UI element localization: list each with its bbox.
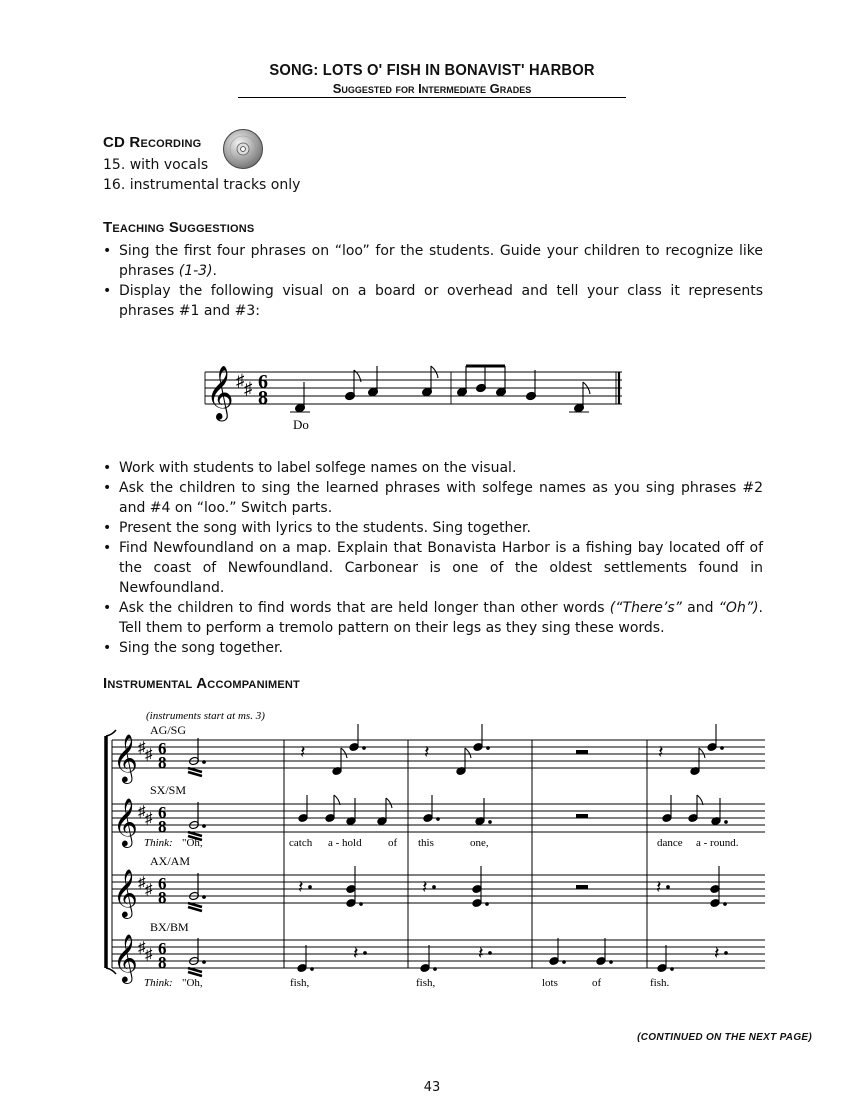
accompaniment-heading: Instrumental Accompaniment <box>103 675 300 692</box>
instruments-note: (instruments start at ms. 3) <box>146 710 265 722</box>
svg-text:♯: ♯ <box>145 747 153 763</box>
svg-text:𝄞: 𝄞 <box>113 936 138 982</box>
svg-text:a - hold: a - hold <box>328 837 362 849</box>
bullet-present-song: • Present the song with lyrics to the students. Sing together. <box>103 518 763 538</box>
svg-text:𝄽: 𝄽 <box>714 943 720 963</box>
bullet-held-words: • Ask the children to find words that are held longer than other words (“There’s” and “Oh”). Tell them to perform a tremolo pattern on their legs as they sing these words. <box>103 598 763 638</box>
svg-text:Think:: Think: <box>144 977 173 989</box>
svg-text:𝄽: 𝄽 <box>424 742 430 762</box>
svg-text:a - round.: a - round. <box>696 837 739 849</box>
svg-text:of: of <box>388 837 398 849</box>
time-sig-top: 6 <box>258 371 268 393</box>
bullet-solfege: • Work with students to label solfege names on the visual. <box>103 458 763 478</box>
svg-text:♯: ♯ <box>138 804 146 820</box>
melody-visual <box>195 352 635 437</box>
svg-text:lots: lots <box>542 977 558 989</box>
do-label: Do <box>293 417 309 432</box>
svg-text:Think:: Think: <box>144 837 173 849</box>
svg-text:8: 8 <box>158 953 167 972</box>
staff-label-sx: SX/SM <box>150 783 187 797</box>
sharp-icon: ♯ <box>236 371 245 390</box>
bullet-sing-together: • Sing the song together. <box>103 638 763 658</box>
cd-disc-icon <box>222 128 264 170</box>
svg-text:6: 6 <box>158 803 167 822</box>
svg-text:dance: dance <box>657 837 683 849</box>
svg-text:♯: ♯ <box>145 811 153 827</box>
teaching-heading: Teaching Suggestions <box>103 219 255 236</box>
svg-text:fish,: fish, <box>290 977 310 989</box>
svg-text:𝄽: 𝄽 <box>658 742 664 762</box>
lyrics-sx <box>144 837 739 849</box>
lyrics-bx <box>144 977 670 989</box>
teaching-bullets-top <box>103 241 763 321</box>
song-subtitle: Suggested for Intermediate Grades <box>238 81 626 98</box>
svg-text:6: 6 <box>158 874 167 893</box>
page-number: 43 <box>423 1080 441 1095</box>
svg-text:8: 8 <box>158 817 167 836</box>
svg-text:♯: ♯ <box>145 882 153 898</box>
title-block <box>238 62 626 98</box>
svg-text:one,: one, <box>470 837 489 849</box>
accompaniment-score <box>90 700 780 1000</box>
svg-text:♯: ♯ <box>145 947 153 963</box>
cd-recording-heading: CD Recording <box>103 134 202 151</box>
svg-text:𝄽: 𝄽 <box>656 877 662 897</box>
track-15: 15. with vocals <box>103 157 209 173</box>
song-title: SONG: LOTS O' FISH IN BONAVIST' HARBOR <box>269 62 595 79</box>
svg-text:catch: catch <box>289 837 313 849</box>
svg-text:♯: ♯ <box>138 875 146 891</box>
svg-text:𝄽: 𝄽 <box>300 742 306 762</box>
svg-text:6: 6 <box>158 739 167 758</box>
svg-text:𝄞: 𝄞 <box>113 736 138 782</box>
bullet-switch-parts: • Ask the children to sing the learned phrases with solfege names as you sing phrases #2 and #4 on “loo.” Switch parts. <box>103 478 763 518</box>
svg-text:8: 8 <box>158 888 167 907</box>
svg-text:♯: ♯ <box>244 379 253 398</box>
svg-text:𝄞: 𝄞 <box>113 871 138 917</box>
bullet-sing-phrases: • Sing the first four phrases on “loo” for the students. Guide your children to recognize like phrases (1-3). <box>103 241 763 281</box>
bx-notes <box>297 938 727 972</box>
svg-text:of: of <box>592 977 602 989</box>
melody-notes <box>290 366 590 413</box>
svg-text:𝄽: 𝄽 <box>353 943 359 963</box>
track-16: 16. instrumental tracks only <box>103 177 301 193</box>
svg-text:this: this <box>418 837 434 849</box>
svg-text:6: 6 <box>158 939 167 958</box>
svg-text:𝄽: 𝄽 <box>478 943 484 963</box>
continued-note: (CONTINUED ON THE NEXT PAGE) <box>637 1032 812 1043</box>
svg-text:𝄽: 𝄽 <box>298 877 304 897</box>
ax-notes <box>298 866 726 907</box>
clefs <box>113 734 138 984</box>
svg-text:"Oh,: "Oh, <box>182 837 203 849</box>
staff-label-bx: BX/BM <box>150 920 189 934</box>
teaching-bullets-bottom <box>103 458 763 658</box>
svg-text:fish.: fish. <box>650 977 670 989</box>
sx-notes <box>298 795 727 825</box>
bullet-newfoundland: • Find Newfoundland on a map. Explain that Bonavista Harbor is a fishing bay located off of the coast of Newfoundland. Carbonear is one of the oldest settlements found in Newfoundland. <box>103 538 763 598</box>
svg-text:♯: ♯ <box>138 940 146 956</box>
svg-text:♯: ♯ <box>138 740 146 756</box>
treble-clef-icon: 𝄞 <box>206 367 234 419</box>
svg-text:"Oh,: "Oh, <box>182 977 203 989</box>
bullet-display-visual: • Display the following visual on a board or overhead and tell your class it represents phrases #1 and #3: <box>103 281 763 321</box>
svg-text:𝄽: 𝄽 <box>422 877 428 897</box>
svg-text:8: 8 <box>158 753 167 772</box>
staff-lines <box>112 740 765 968</box>
staff-label-ax: AX/AM <box>150 854 191 868</box>
time-sig-bottom: 8 <box>258 387 268 409</box>
svg-text:𝄞: 𝄞 <box>113 800 138 846</box>
staff-label-ag: AG/SG <box>150 723 187 737</box>
svg-text:fish,: fish, <box>416 977 436 989</box>
